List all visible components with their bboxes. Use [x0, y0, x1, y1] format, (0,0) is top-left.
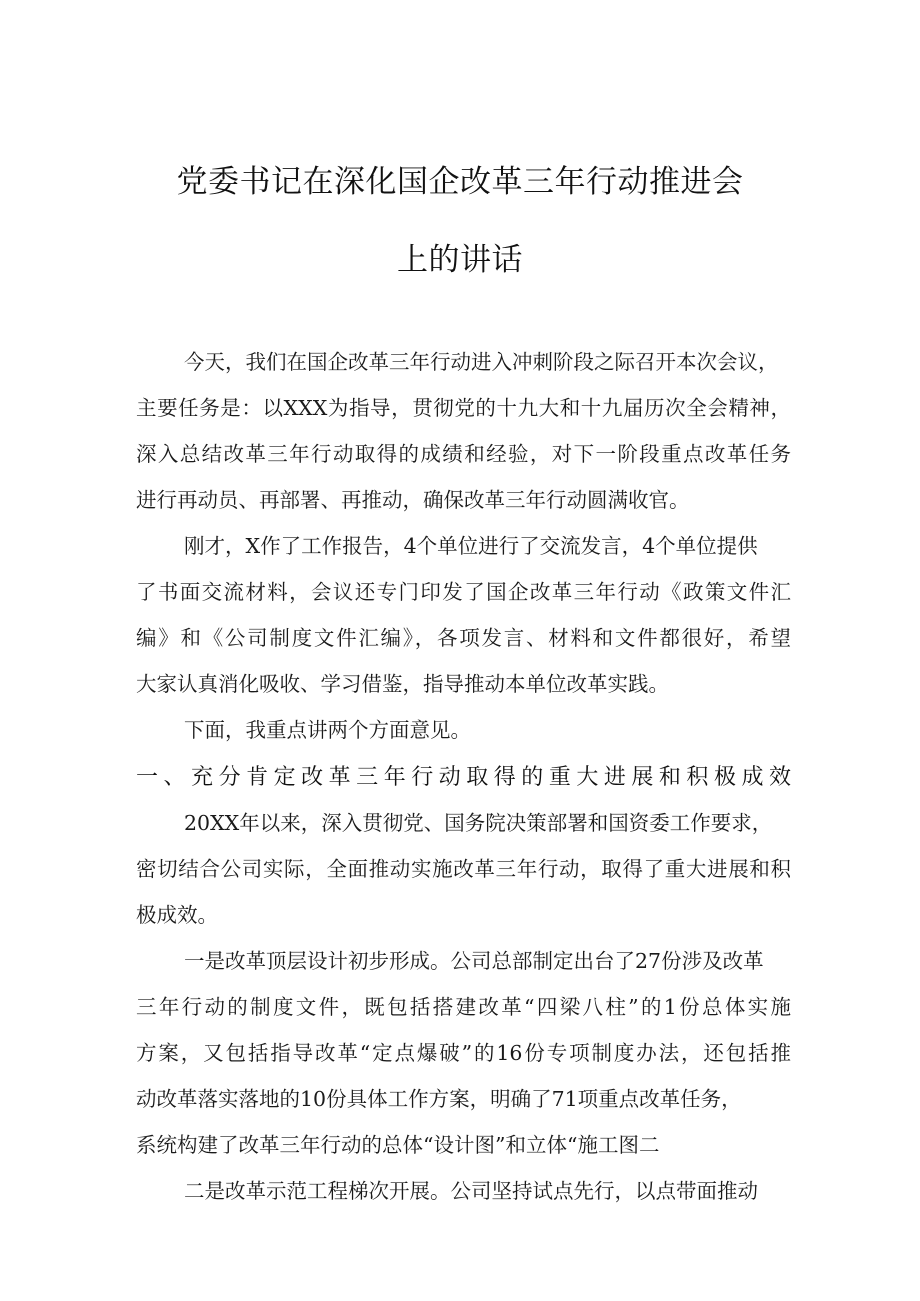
document-title-line-1: 党委书记在深化国企改革三年行动推进会 [176, 164, 744, 200]
paragraph-line: 大家认真消化吸收、学习借鉴，指导推动本单位改革实践。 [136, 672, 669, 696]
document-title-line-2: 上的讲话 [397, 242, 523, 278]
paragraph-line: 极成效。 [136, 903, 218, 927]
paragraph-line: 下面，我重点讲两个方面意见。 [184, 718, 471, 742]
paragraph-line: 主要任务是：以XXX为指导，贯彻党的十九大和十九届历次全会精神， [136, 396, 791, 420]
paragraph-line: 编》和《公司制度文件汇编》，各项发言、材料和文件都很好，希望 [136, 626, 791, 650]
paragraph-line: 深入总结改革三年行动取得的成绩和经验，对下一阶段重点改革任务 [136, 442, 791, 466]
paragraph-line: 二是改革示范工程梯次开展。公司坚持试点先行，以点带面推动 [184, 1179, 758, 1203]
paragraph-line: 20XX年以来，深入贯彻党、国务院决策部署和国资委工作要求， [184, 811, 773, 835]
paragraph-line: 三年行动的制度文件，既包括搭建改革“四梁八柱”的1份总体实施 [136, 995, 791, 1019]
section-heading: 一、充分肯定改革三年行动取得的重大进展和积极成效 [136, 765, 791, 790]
paragraph-line: 系统构建了改革三年行动的总体“设计图”和立体“施工图二 [136, 1133, 660, 1157]
paragraph-line: 了书面交流材料，会议还专门印发了国企改革三年行动《政策文件汇 [136, 580, 791, 604]
paragraph-line: 密切结合公司实际，全面推动实施改革三年行动，取得了重大进展和积 [136, 857, 791, 881]
paragraph-line: 方案，又包括指导改革“定点爆破”的16份专项制度办法，还包括推 [136, 1041, 791, 1065]
paragraph-line: 一是改革顶层设计初步形成。公司总部制定出台了27份涉及改革 [184, 949, 764, 973]
paragraph-line: 动改革落实落地的10份具体工作方案，明确了71项重点改革任务， [136, 1087, 742, 1111]
paragraph-line: 今天，我们在国企改革三年行动进入冲刺阶段之际召开本次会议， [184, 350, 779, 374]
paragraph-line: 刚才，X作了工作报告，4个单位进行了交流发言，4个单位提供 [184, 534, 758, 558]
paragraph-line: 进行再动员、再部署、再推动，确保改革三年行动圆满收官。 [136, 488, 690, 512]
